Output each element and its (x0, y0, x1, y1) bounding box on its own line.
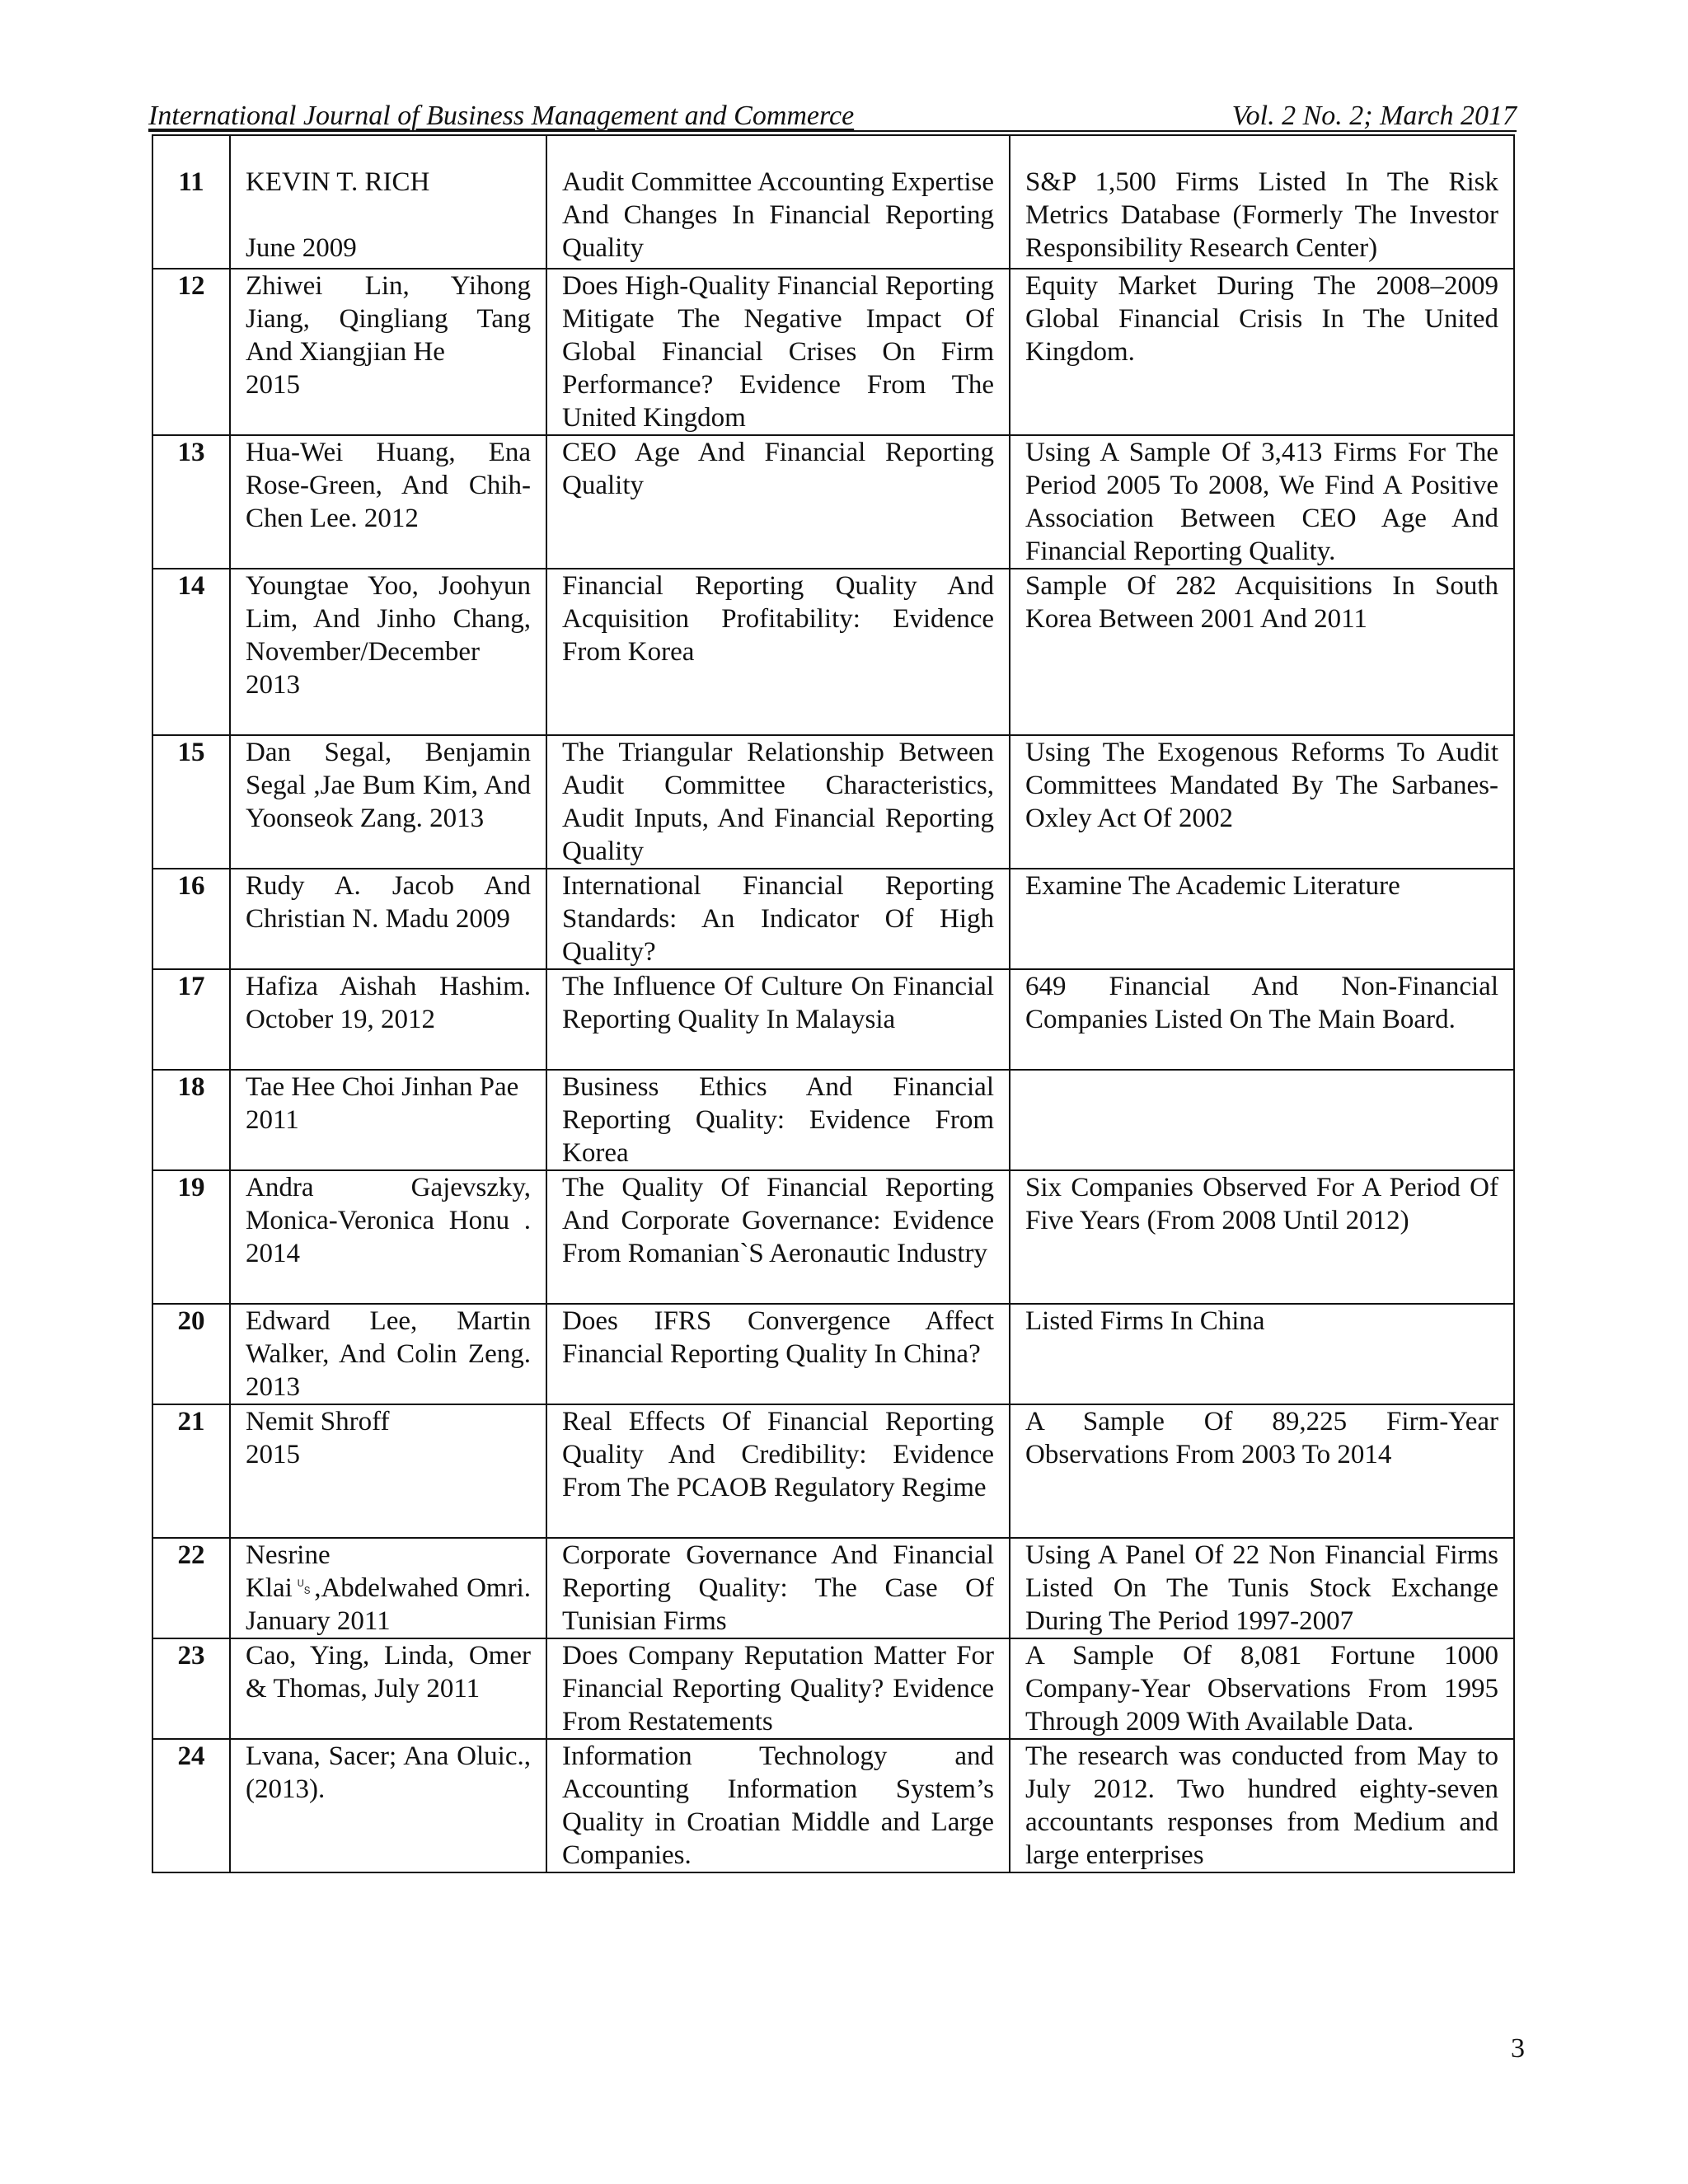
author-cell (230, 1739, 546, 1872)
row-number-cell (152, 1739, 230, 1872)
title-cell (546, 1538, 1010, 1638)
table-row (152, 1538, 1514, 1638)
sample-cell (1010, 569, 1514, 735)
title-cell (546, 135, 1010, 269)
row-number: 13 (177, 438, 205, 467)
author-cell (230, 735, 546, 869)
sample-cell (1010, 969, 1514, 1070)
title-text: Audit Committee Accounting Expertise And Changes In Financial Reporting Quality (562, 167, 994, 263)
row-number: 24 (177, 1741, 205, 1771)
sample-text: Using The Exogenous Reforms To Audit Committees Mandated By The Sarbanes-Oxley Act Of 2002 (1025, 738, 1498, 833)
table-row (152, 735, 1514, 869)
title-cell (546, 735, 1010, 869)
author-text: Nesrine Klai␟,Abdelwahed Omri. January 2011 (246, 1540, 531, 1636)
title-cell (546, 1170, 1010, 1304)
author-text: Hua-Wei Huang, Ena Rose-Green, And Chih-Chen Lee. 2012 (246, 438, 531, 533)
table-row (152, 969, 1514, 1070)
author-text: KEVIN T. RICH June 2009 (246, 167, 430, 263)
sample-text: Equity Market During The 2008–2009 Global Financial Crisis In The United Kingdom. (1025, 271, 1498, 367)
row-number: 17 (177, 972, 205, 1001)
title-cell (546, 1739, 1010, 1872)
literature-table (152, 134, 1515, 1873)
sample-cell (1010, 1404, 1514, 1538)
row-number-cell (152, 569, 230, 735)
table-row (152, 269, 1514, 435)
row-number: 18 (177, 1072, 205, 1102)
title-text: International Financial Reporting Standards: An Indicator Of High Quality? (562, 871, 994, 967)
sample-cell (1010, 735, 1514, 869)
author-cell (230, 135, 546, 269)
title-cell (546, 1070, 1010, 1170)
author-text: Dan Segal, Benjamin Segal ,Jae Bum Kim, And Yoonseok Zang. 2013 (246, 738, 531, 833)
row-number: 21 (177, 1407, 205, 1436)
row-number: 11 (178, 167, 204, 197)
author-text: Lvana, Sacer; Ana Oluic., (2013). (246, 1741, 531, 1804)
title-cell (546, 969, 1010, 1070)
sample-cell (1010, 1170, 1514, 1304)
sample-cell (1010, 435, 1514, 569)
sample-cell (1010, 1739, 1514, 1872)
row-number-cell (152, 1170, 230, 1304)
author-cell (230, 869, 546, 969)
sample-cell (1010, 1070, 1514, 1170)
author-text: Youngtae Yoo, Joohyun Lim, And Jinho Chang, November/December 2013 (246, 571, 531, 700)
sample-text: Listed Firms In China (1025, 1306, 1265, 1336)
author-text: Andra Gajevszky, Monica-Veronica Honu . 2014 (246, 1173, 531, 1268)
table-row (152, 1170, 1514, 1304)
table-row (152, 1070, 1514, 1170)
title-text: Real Effects Of Financial Reporting Quality And Credibility: Evidence From The PCAOB Regulatory Regime (562, 1407, 994, 1502)
row-number-cell (152, 1404, 230, 1538)
row-number: 19 (177, 1173, 205, 1202)
table-row (152, 435, 1514, 569)
row-number-cell (152, 1538, 230, 1638)
title-text: Does Company Reputation Matter For Financial Reporting Quality? Evidence From Restatements (562, 1641, 994, 1736)
title-text: Information Technology and Accounting Information System’s Quality in Croatian Middle and Large Companies. (562, 1741, 994, 1870)
header-rule (148, 130, 1517, 132)
sample-cell (1010, 1638, 1514, 1739)
sample-cell (1010, 1538, 1514, 1638)
row-number-cell (152, 869, 230, 969)
sample-cell (1010, 135, 1514, 269)
title-text: Business Ethics And Financial Reporting Quality: Evidence From Korea (562, 1072, 994, 1168)
author-cell (230, 1538, 546, 1638)
sample-text: Sample Of 282 Acquisitions In South Korea Between 2001 And 2011 (1025, 571, 1498, 634)
author-cell (230, 1304, 546, 1404)
author-cell (230, 1070, 546, 1170)
sample-text: 649 Financial And Non-Financial Companies Listed On The Main Board. (1025, 972, 1498, 1034)
author-text: Tae Hee Choi Jinhan Pae 2011 (246, 1072, 519, 1135)
title-cell (546, 435, 1010, 569)
author-text: Hafiza Aishah Hashim. October 19, 2012 (246, 972, 531, 1034)
row-number-cell (152, 1304, 230, 1404)
sample-cell (1010, 1304, 1514, 1404)
table-row (152, 1404, 1514, 1538)
row-number: 16 (177, 871, 205, 901)
title-text: Financial Reporting Quality And Acquisition Profitability: Evidence From Korea (562, 571, 994, 667)
sample-text: Using A Sample Of 3,413 Firms For The Period 2005 To 2008, We Find A Positive Association Between CEO Age And Financial Reporting Quality. (1025, 438, 1498, 566)
title-cell (546, 869, 1010, 969)
title-cell (546, 1404, 1010, 1538)
row-number: 15 (177, 738, 205, 767)
author-text: Rudy A. Jacob And Christian N. Madu 2009 (246, 871, 531, 934)
sample-text: Examine The Academic Literature (1025, 871, 1400, 901)
author-cell (230, 1638, 546, 1739)
row-number: 20 (177, 1306, 205, 1336)
title-cell (546, 269, 1010, 435)
title-text: Does IFRS Convergence Affect Financial Reporting Quality In China? (562, 1306, 994, 1369)
author-cell (230, 1404, 546, 1538)
row-number-cell (152, 735, 230, 869)
sample-cell (1010, 869, 1514, 969)
sample-cell (1010, 269, 1514, 435)
author-cell (230, 569, 546, 735)
row-number: 12 (177, 271, 205, 301)
row-number: 23 (177, 1641, 205, 1671)
title-text: Corporate Governance And Financial Reporting Quality: The Case Of Tunisian Firms (562, 1540, 994, 1636)
row-number-cell (152, 269, 230, 435)
sample-text: A Sample Of 8,081 Fortune 1000 Company-Year Observations From 1995 Through 2009 With Available Data. (1025, 1641, 1498, 1736)
row-number-cell (152, 135, 230, 269)
table-row (152, 1739, 1514, 1872)
title-cell (546, 1638, 1010, 1739)
journal-title: International Journal of Business Management and Commerce (148, 101, 855, 131)
title-cell (546, 1304, 1010, 1404)
table-row (152, 869, 1514, 969)
row-number-cell (152, 1638, 230, 1739)
row-number-cell (152, 969, 230, 1070)
title-cell (546, 569, 1010, 735)
title-text: The Quality Of Financial Reporting And Corporate Governance: Evidence From Romanian`S Aeronautic Industry (562, 1173, 994, 1268)
author-text: Edward Lee, Martin Walker, And Colin Zeng. 2013 (246, 1306, 531, 1402)
sample-text: S&P 1,500 Firms Listed In The Risk Metrics Database (Formerly The Investor Responsibility Research Center) (1025, 167, 1498, 263)
author-cell (230, 969, 546, 1070)
author-text: Nemit Shroff 2015 (246, 1407, 390, 1469)
row-number: 22 (177, 1540, 205, 1570)
row-number-cell (152, 435, 230, 569)
title-text: The Triangular Relationship Between Audit Committee Characteristics, Audit Inputs, And Financial Reporting Quality (562, 738, 994, 866)
title-text: Does High-Quality Financial Reporting Mitigate The Negative Impact Of Global Financial Crises On Firm Performance? Evidence From The United Kingdom (562, 271, 994, 433)
sample-text: A Sample Of 89,225 Firm-Year Observations From 2003 To 2014 (1025, 1407, 1498, 1469)
sample-text: Using A Panel Of 22 Non Financial Firms Listed On The Tunis Stock Exchange During The Period 1997-2007 (1025, 1540, 1498, 1636)
row-number-cell (152, 1070, 230, 1170)
author-text: Cao, Ying, Linda, Omer & Thomas, July 2011 (246, 1641, 531, 1704)
page-number: 3 (1511, 2033, 1525, 2064)
table-row (152, 1304, 1514, 1404)
literature-table-container (152, 134, 1513, 1873)
sample-text: The research was conducted from May to July 2012. Two hundred eighty-seven accountants responses from Medium and large enterprises (1025, 1741, 1498, 1870)
title-text: The Influence Of Culture On Financial Reporting Quality In Malaysia (562, 972, 994, 1034)
row-number: 14 (177, 571, 205, 601)
author-text: Zhiwei Lin, Yihong Jiang, Qingliang Tang And Xiangjian He 2015 (246, 271, 531, 400)
title-text: CEO Age And Financial Reporting Quality (562, 438, 994, 500)
table-row (152, 135, 1514, 269)
author-cell (230, 435, 546, 569)
sample-text: Six Companies Observed For A Period Of Five Years (From 2008 Until 2012) (1025, 1173, 1498, 1235)
author-cell (230, 1170, 546, 1304)
table-row (152, 1638, 1514, 1739)
issue-info: Vol. 2 No. 2; March 2017 (1231, 101, 1517, 131)
author-cell (230, 269, 546, 435)
table-row (152, 569, 1514, 735)
